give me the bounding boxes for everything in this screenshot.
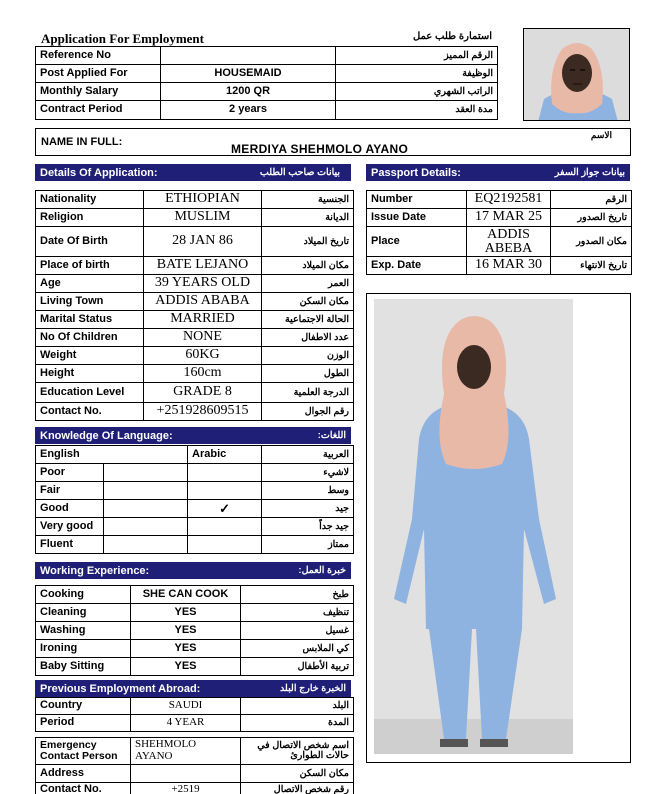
phone-label: Contact No. <box>36 783 131 794</box>
experience-header <box>35 562 351 579</box>
passport-row-value: 16 MAR 30 <box>467 257 551 275</box>
language-row-label: Poor <box>36 464 104 482</box>
details-row-value: 28 JAN 86 <box>144 227 262 257</box>
details-row-value: 160cm <box>144 365 262 383</box>
passport-title: Passport Details: <box>371 166 461 179</box>
address-value <box>131 765 241 783</box>
emergency-label-line1: Emergency <box>40 738 97 751</box>
passport-row-label: Place <box>367 227 467 257</box>
reference-row-value: 1200 QR <box>161 83 336 101</box>
details-row-value: NONE <box>144 329 262 347</box>
reference-row <box>36 101 498 120</box>
passport-row-label: Number <box>367 191 467 209</box>
form-title: Application For Employment <box>41 31 204 46</box>
passport-row-value: 17 MAR 25 <box>467 209 551 227</box>
passport-row-label: Exp. Date <box>367 257 467 275</box>
experience-row <box>36 640 354 658</box>
emergency-contact-label <box>36 738 131 765</box>
details-row-arabic: الجنسية <box>262 191 354 209</box>
experience-row <box>36 604 354 622</box>
name-label: NAME IN FULL: <box>41 136 123 148</box>
emergency-contact-value <box>131 738 241 765</box>
passport-row-arabic: مكان الصدور <box>551 227 632 257</box>
phone-value: +2519 <box>131 783 241 794</box>
passport-row-arabic: الرقم <box>551 191 632 209</box>
language-row <box>36 518 354 536</box>
details-row-value: ETHIOPIAN <box>144 191 262 209</box>
details-row <box>36 329 354 347</box>
reference-row-arabic: الرقم المميز <box>336 47 498 65</box>
details-row-arabic: رقم الجوال <box>262 403 354 421</box>
details-row-label: Age <box>36 275 144 293</box>
passport-title-arabic: بيانات جواز السفر <box>554 167 625 178</box>
details-row-label: Place of birth <box>36 257 144 275</box>
details-row <box>36 365 354 383</box>
experience-table <box>35 585 354 676</box>
details-row-value: MUSLIM <box>144 209 262 227</box>
previous-row-value: 4 YEAR <box>131 715 241 732</box>
details-row-arabic: الوزن <box>262 347 354 365</box>
details-row-value: 39 YEARS OLD <box>144 275 262 293</box>
details-row-arabic: العمر <box>262 275 354 293</box>
address-arabic: مكان السكن <box>241 765 354 783</box>
details-title: Details Of Application: <box>40 166 158 179</box>
reference-row-value: 2 years <box>161 101 336 120</box>
details-row-label: No Of Children <box>36 329 144 347</box>
language-row-label: Fluent <box>36 536 104 554</box>
reference-row <box>36 83 498 101</box>
experience-row <box>36 622 354 640</box>
passport-row-arabic: تاريخ الصدور <box>551 209 632 227</box>
details-row-label: Nationality <box>36 191 144 209</box>
language-arabic-mark <box>188 464 262 482</box>
previous-row-label: Period <box>36 715 131 732</box>
previous-row-arabic: المدة <box>241 715 354 732</box>
reference-table <box>35 46 498 120</box>
experience-row-arabic: كي الملابس <box>241 640 354 658</box>
details-row-label: Contact No. <box>36 403 144 421</box>
reference-row <box>36 47 498 65</box>
phone-arabic: رقم شخص الاتصال <box>241 783 354 794</box>
language-arabic-mark <box>188 482 262 500</box>
language-row-label: Fair <box>36 482 104 500</box>
language-row-arabic: ممتاز <box>262 536 354 554</box>
details-row <box>36 293 354 311</box>
details-row-arabic: مكان الميلاد <box>262 257 354 275</box>
experience-row <box>36 586 354 604</box>
passport-row <box>367 209 632 227</box>
emergency-value-line2: AYANO <box>135 750 173 762</box>
details-row-value: MARRIED <box>144 311 262 329</box>
details-row-label: Living Town <box>36 293 144 311</box>
name-label-arabic: الاسم <box>590 130 612 140</box>
passport-row-label: Issue Date <box>367 209 467 227</box>
emergency-value-line1: SHEHMOLO <box>135 738 197 751</box>
experience-title: Working Experience: <box>40 564 150 577</box>
reference-row-arabic: مدة العقد <box>336 101 498 120</box>
details-row-value: 60KG <box>144 347 262 365</box>
language-arabic-mark <box>188 536 262 554</box>
details-title-arabic: بيانات صاحب الطلب <box>259 167 340 178</box>
details-row-label: Weight <box>36 347 144 365</box>
previous-row <box>36 715 354 732</box>
language-col-english: English <box>36 446 188 464</box>
details-row <box>36 347 354 365</box>
experience-row-arabic: طبخ <box>241 586 354 604</box>
experience-row-label: Washing <box>36 622 131 640</box>
passport-header <box>366 164 630 181</box>
language-english-mark <box>104 500 188 518</box>
details-row-label: Religion <box>36 209 144 227</box>
experience-row-arabic: غسيل <box>241 622 354 640</box>
language-english-mark <box>104 464 188 482</box>
reference-row-label: Monthly Salary <box>36 83 161 101</box>
previous-header <box>35 680 351 697</box>
language-col-arabic: Arabic <box>188 446 262 464</box>
previous-title: Previous Employment Abroad: <box>40 682 201 695</box>
portrait-photo <box>523 28 630 121</box>
details-header <box>35 164 351 181</box>
language-row-label: Very good <box>36 518 104 536</box>
experience-row-arabic: تربية الأطفال <box>241 658 354 676</box>
passport-row <box>367 227 632 257</box>
details-row-value: ADDIS ABABA <box>144 293 262 311</box>
language-arabic-mark <box>188 518 262 536</box>
full-body-photo <box>374 299 573 754</box>
experience-row-label: Cooking <box>36 586 131 604</box>
details-row-arabic: عدد الاطفال <box>262 329 354 347</box>
full-body-photo-frame <box>366 293 631 763</box>
passport-row-value: EQ2192581 <box>467 191 551 209</box>
previous-row-arabic: البلد <box>241 698 354 715</box>
experience-row-value: YES <box>131 604 241 622</box>
passport-row-arabic: تاريخ الانتهاء <box>551 257 632 275</box>
emergency-table <box>35 737 354 794</box>
details-row <box>36 383 354 403</box>
language-row-label: Good <box>36 500 104 518</box>
details-row-arabic: الديانة <box>262 209 354 227</box>
reference-row-value: HOUSEMAID <box>161 65 336 83</box>
details-row <box>36 311 354 329</box>
experience-title-arabic: خبرة العمل: <box>298 565 346 576</box>
language-english-mark <box>104 482 188 500</box>
language-row-arabic: وسط <box>262 482 354 500</box>
experience-row-value: YES <box>131 640 241 658</box>
reference-row-value <box>161 47 336 65</box>
details-row-arabic: الحالة الاجتماعية <box>262 311 354 329</box>
language-row <box>36 500 354 518</box>
language-header <box>35 427 351 444</box>
details-row <box>36 257 354 275</box>
details-row-label: Height <box>36 365 144 383</box>
language-title: Knowledge Of Language: <box>40 429 173 442</box>
previous-row-value: SAUDI <box>131 698 241 715</box>
passport-row <box>367 257 632 275</box>
language-row <box>36 464 354 482</box>
details-row-value: BATE LEJANO <box>144 257 262 275</box>
details-row-arabic: الدرجة العلمية <box>262 383 354 403</box>
reference-row-label: Post Applied For <box>36 65 161 83</box>
form-title-arabic: استمارة طلب عمل <box>412 31 492 42</box>
details-row <box>36 209 354 227</box>
reference-row-arabic: الوظيفة <box>336 65 498 83</box>
details-table <box>35 190 354 421</box>
language-row <box>36 536 354 554</box>
language-row-arabic: جيد <box>262 500 354 518</box>
previous-row-label: Country <box>36 698 131 715</box>
details-row-arabic: الطول <box>262 365 354 383</box>
reference-row-label: Reference No <box>36 47 161 65</box>
details-row-label: Date Of Birth <box>36 227 144 257</box>
passport-row-value: ADDIS ABEBA <box>467 227 551 257</box>
language-arabic-mark: ✓ <box>188 500 262 518</box>
address-label: Address <box>36 765 131 783</box>
language-english-mark <box>104 518 188 536</box>
name-box <box>35 128 631 156</box>
reference-row-arabic: الراتب الشهري <box>336 83 498 101</box>
details-row <box>36 227 354 257</box>
details-row <box>36 191 354 209</box>
language-row-arabic: لاشيء <box>262 464 354 482</box>
language-english-mark <box>104 536 188 554</box>
previous-title-arabic: الخبرة خارج البلد <box>279 683 346 694</box>
reference-row <box>36 65 498 83</box>
details-row-arabic: مكان السكن <box>262 293 354 311</box>
experience-row-label: Baby Sitting <box>36 658 131 676</box>
details-row-value: GRADE 8 <box>144 383 262 403</box>
emergency-label-line2: Contact Person <box>40 750 118 762</box>
experience-row-label: Ironing <box>36 640 131 658</box>
experience-row-label: Cleaning <box>36 604 131 622</box>
details-row-arabic: تاريخ الميلاد <box>262 227 354 257</box>
experience-row-value: SHE CAN COOK <box>131 586 241 604</box>
experience-row-value: YES <box>131 658 241 676</box>
passport-row <box>367 191 632 209</box>
language-title-arabic: اللغات: <box>317 430 346 441</box>
language-row-arabic: جيد جداً <box>262 518 354 536</box>
details-row-label: Education Level <box>36 383 144 403</box>
details-row-label: Marital Status <box>36 311 144 329</box>
emergency-contact-arabic: اسم شخص الاتصال في حالات الطوارئ <box>241 738 354 765</box>
language-table <box>35 445 354 554</box>
experience-row <box>36 658 354 676</box>
language-row <box>36 482 354 500</box>
previous-table <box>35 697 354 732</box>
details-row <box>36 275 354 293</box>
experience-row-value: YES <box>131 622 241 640</box>
details-row-value: +251928609515 <box>144 403 262 421</box>
passport-table <box>366 190 632 275</box>
reference-row-label: Contract Period <box>36 101 161 120</box>
details-row <box>36 403 354 421</box>
applicant-name: MERDIYA SHEHMOLO AYANO <box>231 142 409 156</box>
experience-row-arabic: تنظيف <box>241 604 354 622</box>
previous-row <box>36 698 354 715</box>
language-col-arabic-ar: العربية <box>262 446 354 464</box>
